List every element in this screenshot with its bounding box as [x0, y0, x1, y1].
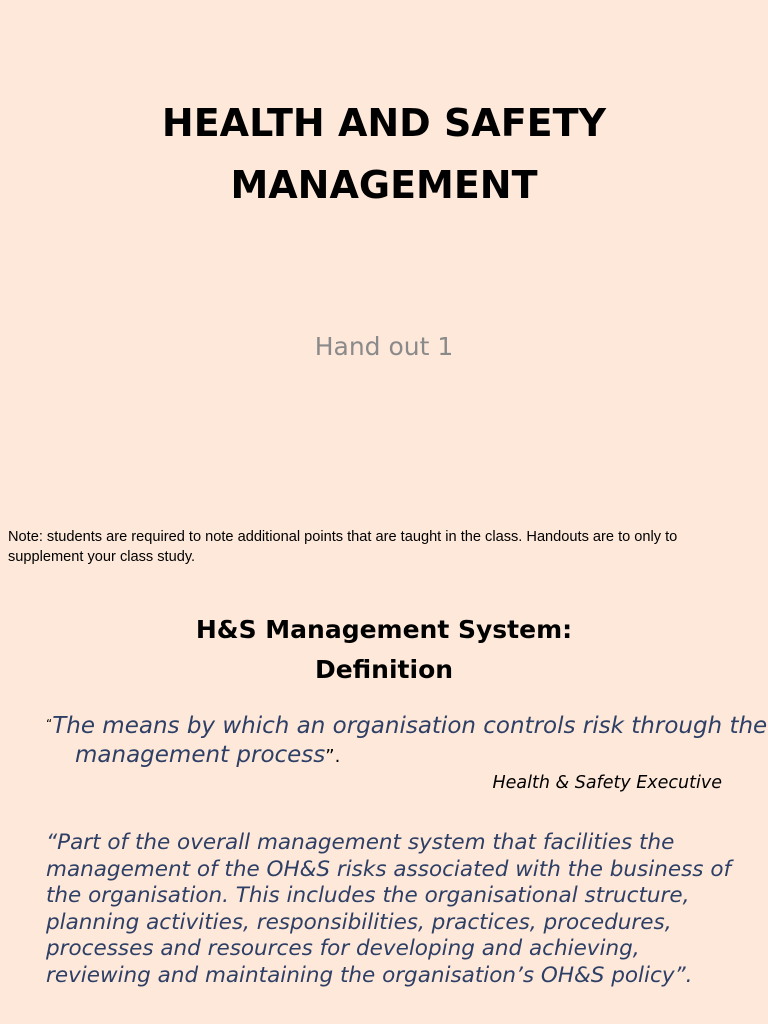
page-title-line-1: HEALTH AND SAFETY: [161, 101, 607, 145]
student-note: Note: students are required to note additional points that are taught in the class. Handouts are to only to supplement your class study.: [8, 529, 678, 565]
close-quote-mark: ”.: [325, 746, 341, 767]
ohs-definition-quote: “Part of the overall management system that facilities the management of the OH&S risks associated with the business of the organisation. This includes the organisational structure, planning activities, responsibilities, practices, procedures, processes and resources for developing and achieving, reviewing and maintaining the organisation’s OH&S policy”.: [46, 830, 732, 988]
hse-definition-text: The means by which an organisation controls risk through the management process: [52, 713, 768, 768]
open-quote-mark: “: [46, 717, 53, 731]
section-heading: [0, 610, 768, 690]
section-heading-line-2: Definition: [314, 655, 454, 684]
hse-definition-quote: [46, 710, 768, 771]
page-title: [0, 92, 768, 216]
quote-attribution: Health & Safety Executive: [492, 773, 722, 793]
handout-subtitle: Hand out 1: [314, 332, 454, 361]
page-title-line-2: MANAGEMENT: [230, 163, 538, 207]
section-heading-line-1: H&S Management System:: [195, 615, 573, 644]
